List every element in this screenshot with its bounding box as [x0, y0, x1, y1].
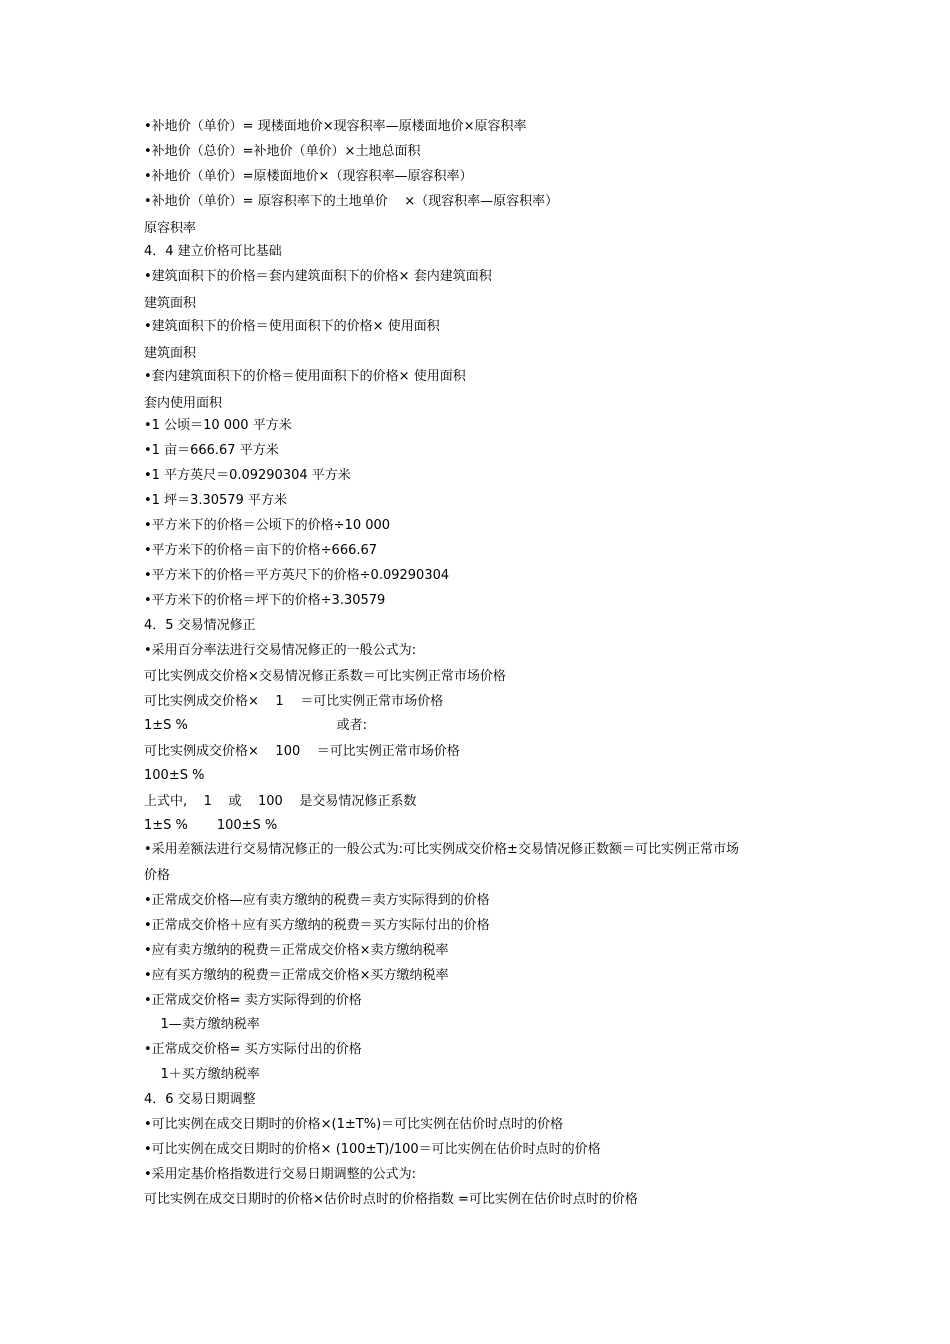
text-line: 可比实例成交价格×交易情况修正系数＝可比实例正常市场价格 [144, 669, 506, 684]
text-line: •建筑面积下的价格＝套内建筑面积下的价格× 套内建筑面积 [144, 269, 492, 284]
text-line: •采用定基价格指数进行交易日期调整的公式为: [144, 1167, 417, 1182]
text-line: •可比实例在成交日期时的价格× (100±T)/100＝可比实例在估价时点时的价格 [144, 1142, 601, 1157]
section-heading: 4．5 交易情况修正 [144, 618, 256, 633]
text-line: •平方米下的价格＝亩下的价格÷666.67 [144, 543, 378, 558]
text-line: •采用百分率法进行交易情况修正的一般公式为: [144, 643, 417, 658]
text-line: •应有买方缴纳的税费＝正常成交价格×买方缴纳税率 [144, 968, 449, 983]
section-heading: 4．6 交易日期调整 [144, 1092, 256, 1107]
text-line: 套内使用面积 [144, 396, 223, 411]
text-line: 建筑面积 [144, 346, 197, 361]
text-line: 建筑面积 [144, 296, 197, 311]
text-line: •补地价（总价）=补地价（单价）×土地总面积 [144, 144, 421, 159]
text-line: •1 亩＝666.67 平方米 [144, 443, 279, 458]
text-line: •平方米下的价格＝平方英尺下的价格÷0.09290304 [144, 568, 450, 583]
text-line: •采用差额法进行交易情况修正的一般公式为:可比实例成交价格±交易情况修正数额＝可比实例正常市场 [144, 842, 739, 857]
text-line: •正常成交价格= 卖方实际得到的价格 [144, 993, 362, 1008]
text-line: 可比实例在成交日期时的价格×估价时点时的价格指数 =可比实例在估价时点时的价格 [144, 1192, 638, 1207]
text-line: 可比实例成交价格× 100 ＝可比实例正常市场价格 [144, 744, 460, 759]
text-line: •应有卖方缴纳的税费＝正常成交价格×卖方缴纳税率 [144, 943, 449, 958]
text-line: •1 坪＝3.30579 平方米 [144, 493, 287, 508]
text-line: 1＋买方缴纳税率 [144, 1067, 260, 1082]
text-line: •补地价（单价）= 现楼面地价×现容积率—原楼面地价×原容积率 [144, 119, 527, 134]
text-line: •1 平方英尺＝0.09290304 平方米 [144, 468, 351, 483]
text-line: 价格 [144, 868, 171, 883]
text-line: 1—卖方缴纳税率 [144, 1017, 260, 1032]
text-line: •正常成交价格= 买方实际付出的价格 [144, 1042, 362, 1057]
text-line: •建筑面积下的价格＝使用面积下的价格× 使用面积 [144, 319, 440, 334]
text-line: •平方米下的价格＝坪下的价格÷3.30579 [144, 593, 386, 608]
text-line: •可比实例在成交日期时的价格×(1±T%)＝可比实例在估价时点时的价格 [144, 1117, 564, 1132]
text-line: 上式中, 1 或 100 是交易情况修正系数 [144, 794, 417, 809]
section-heading: 4．4 建立价格可比基础 [144, 244, 282, 259]
text-line: 1±S % 或者: [144, 718, 368, 733]
text-line: •套内建筑面积下的价格＝使用面积下的价格× 使用面积 [144, 369, 466, 384]
text-line: 100±S % [144, 768, 205, 783]
text-line: 可比实例成交价格× 1 ＝可比实例正常市场价格 [144, 694, 444, 709]
text-line: •正常成交价格—应有卖方缴纳的税费＝卖方实际得到的价格 [144, 893, 490, 908]
text-line: 原容积率 [144, 221, 197, 236]
text-line: •补地价（单价）= 原容积率下的土地单价 ×（现容积率—原容积率） [144, 194, 559, 209]
text-line: 1±S % 100±S % [144, 818, 278, 833]
text-line: •1 公顷＝10 000 平方米 [144, 418, 292, 433]
text-line: •平方米下的价格＝公顷下的价格÷10 000 [144, 518, 391, 533]
text-line: •补地价（单价）=原楼面地价×（现容积率—原容积率） [144, 169, 473, 184]
text-line: •正常成交价格＋应有买方缴纳的税费＝买方实际付出的价格 [144, 918, 490, 933]
